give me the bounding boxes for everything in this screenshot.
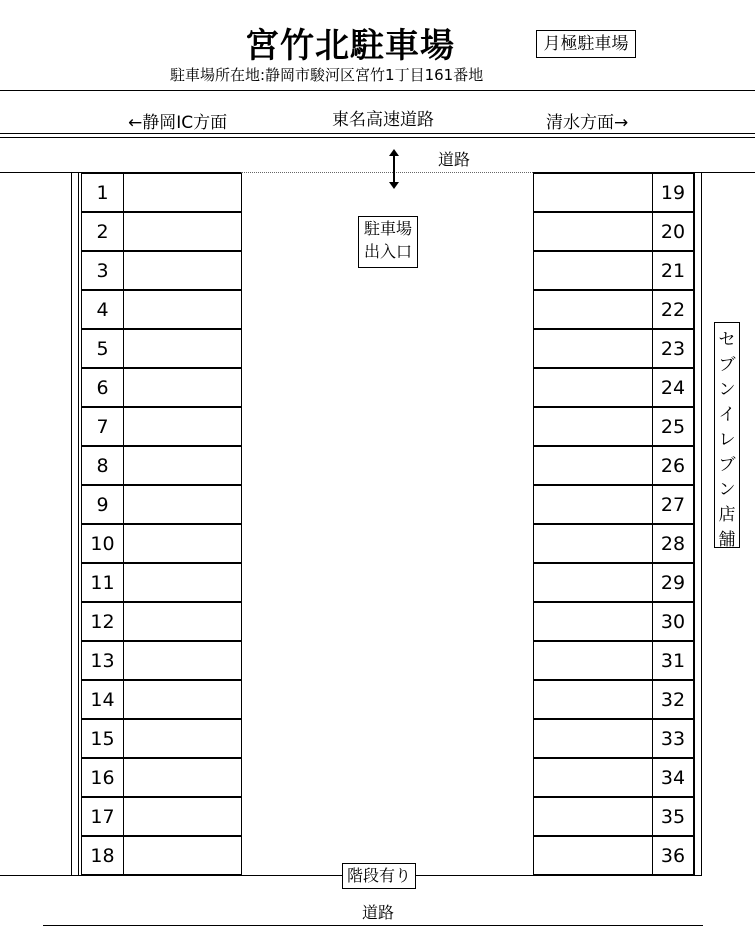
parking-stall: [533, 524, 653, 563]
top-road-label: 道路: [438, 150, 471, 169]
parking-stall: [533, 329, 653, 368]
stall-number: 32: [652, 680, 694, 719]
parking-stall: [123, 602, 242, 641]
parking-stall: [533, 407, 653, 446]
stall-number: 21: [652, 251, 694, 290]
stall-number: 36: [652, 836, 694, 875]
stall-number: 19: [652, 173, 694, 212]
stall-number: 20: [652, 212, 694, 251]
stall-number: 33: [652, 719, 694, 758]
parking-stall: [123, 524, 242, 563]
parking-stall: [533, 446, 653, 485]
parking-stall: [533, 368, 653, 407]
stall-number: 15: [81, 719, 124, 758]
stall-number: 23: [652, 329, 694, 368]
direction-shizuoka-ic: ←静岡IC方面: [128, 113, 228, 133]
parking-stall: [533, 251, 653, 290]
stall-number: 12: [81, 602, 124, 641]
stall-number: 30: [652, 602, 694, 641]
stall-number: 5: [81, 329, 124, 368]
stall-number: 29: [652, 563, 694, 602]
parking-entrance-sign: [358, 216, 418, 268]
entrance-arrow-icon: [386, 148, 402, 190]
parking-stall: [533, 680, 653, 719]
stall-number: 6: [81, 368, 124, 407]
stall-number: 26: [652, 446, 694, 485]
parking-stall: [533, 836, 653, 875]
expressway-top-line: [0, 90, 755, 91]
stall-number: 11: [81, 563, 124, 602]
stall-number: 13: [81, 641, 124, 680]
left-wall-inner: [78, 173, 79, 875]
parking-stall: [123, 836, 242, 875]
parking-stall: [123, 251, 242, 290]
store-label-char: 舗: [718, 530, 736, 550]
parking-stall: [123, 680, 242, 719]
stall-number: 4: [81, 290, 124, 329]
parking-stall: [533, 602, 653, 641]
parking-stall: [123, 641, 242, 680]
store-label-char: 店: [718, 505, 736, 525]
stall-number: 10: [81, 524, 124, 563]
store-label-char: ン: [718, 480, 736, 500]
stairs-sign: 階段有り: [342, 863, 416, 889]
stall-number: 16: [81, 758, 124, 797]
parking-stall: [533, 641, 653, 680]
parking-stall: [533, 719, 653, 758]
address-text: 駐車場所在地:静岡市駿河区宮竹1丁目161番地: [170, 66, 484, 84]
stall-number: 28: [652, 524, 694, 563]
parking-stall: [533, 797, 653, 836]
store-label-char: ブ: [718, 355, 736, 375]
stall-number: 18: [81, 836, 124, 875]
parking-stall: [123, 797, 242, 836]
parking-stall: [123, 173, 242, 212]
direction-shimizu: 清水方面→: [546, 113, 629, 133]
store-label-char: セ: [718, 330, 736, 350]
stall-number: 14: [81, 680, 124, 719]
bottom-road-label: 道路: [362, 903, 395, 922]
parking-stall: [533, 563, 653, 602]
bottom-road-far-edge: [43, 925, 703, 926]
entrance-label-line1: 駐車場: [363, 219, 412, 238]
page-title: 宮竹北駐車場: [245, 26, 455, 66]
stall-number: 1: [81, 173, 124, 212]
parking-stall: [533, 485, 653, 524]
parking-stall: [123, 485, 242, 524]
expressway-label: 東名高速道路: [332, 110, 434, 130]
store-label-char: ブ: [718, 455, 736, 475]
parking-stall: [533, 290, 653, 329]
stall-number: 9: [81, 485, 124, 524]
seven-eleven-store-label: [714, 322, 740, 548]
stall-number: 7: [81, 407, 124, 446]
parking-stall: [533, 173, 653, 212]
parking-stall: [123, 563, 242, 602]
stall-number: 34: [652, 758, 694, 797]
parking-stall: [533, 758, 653, 797]
stall-number: 27: [652, 485, 694, 524]
entrance-label-line2: 出入口: [363, 242, 412, 261]
right-wall-inner: [694, 173, 695, 875]
parking-stall: [123, 290, 242, 329]
stall-number: 8: [81, 446, 124, 485]
stall-number: 17: [81, 797, 124, 836]
store-label-char: レ: [718, 430, 736, 450]
parking-stall: [123, 368, 242, 407]
right-wall-outer: [701, 173, 702, 875]
stall-number: 2: [81, 212, 124, 251]
parking-stall: [123, 446, 242, 485]
stall-number: 24: [652, 368, 694, 407]
expressway-bottom-line-1: [0, 133, 755, 134]
stall-number: 31: [652, 641, 694, 680]
stall-number: 25: [652, 407, 694, 446]
store-label-char: ン: [718, 380, 736, 400]
parking-stall: [533, 212, 653, 251]
parking-stall: [123, 719, 242, 758]
left-wall-outer: [71, 173, 72, 875]
parking-stall: [123, 407, 242, 446]
expressway-bottom-line-2: [0, 137, 755, 138]
parking-stall: [123, 329, 242, 368]
stall-number: 3: [81, 251, 124, 290]
monthly-parking-badge: 月極駐車場: [536, 30, 636, 58]
stall-number: 35: [652, 797, 694, 836]
store-label-char: イ: [718, 405, 736, 425]
parking-stall: [123, 212, 242, 251]
parking-stall: [123, 758, 242, 797]
stall-number: 22: [652, 290, 694, 329]
